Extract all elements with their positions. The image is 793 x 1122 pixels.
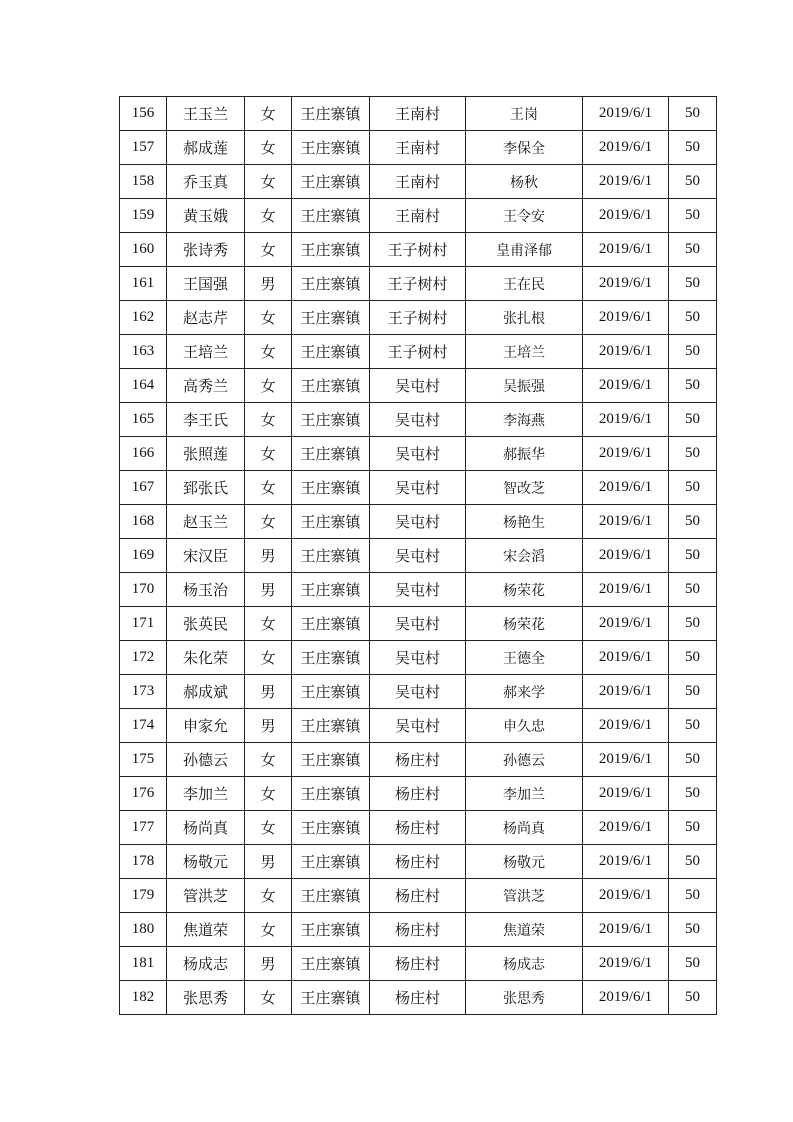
payee-cell: 杨荣花 [466,607,583,641]
date-cell: 2019/6/1 [583,165,669,199]
gender-cell: 男 [245,573,292,607]
amount-cell: 50 [669,437,717,471]
row-number-cell: 180 [120,913,167,947]
town-cell: 王庄寨镇 [292,199,370,233]
row-number-cell: 169 [120,539,167,573]
town-cell: 王庄寨镇 [292,811,370,845]
village-cell: 吴屯村 [370,403,466,437]
village-cell: 吴屯村 [370,709,466,743]
town-cell: 王庄寨镇 [292,471,370,505]
date-cell: 2019/6/1 [583,233,669,267]
payee-cell: 焦道荣 [466,913,583,947]
town-cell: 王庄寨镇 [292,845,370,879]
village-cell: 杨庄村 [370,981,466,1015]
gender-cell: 女 [245,199,292,233]
village-cell: 吴屯村 [370,607,466,641]
name-cell: 高秀兰 [167,369,245,403]
town-cell: 王庄寨镇 [292,947,370,981]
name-cell: 赵志芹 [167,301,245,335]
amount-cell: 50 [669,301,717,335]
payee-cell: 李加兰 [466,777,583,811]
payee-cell: 孙德云 [466,743,583,777]
row-number-cell: 182 [120,981,167,1015]
date-cell: 2019/6/1 [583,709,669,743]
table-row [120,539,717,573]
payee-cell: 杨秋 [466,165,583,199]
name-cell: 黄玉娥 [167,199,245,233]
gender-cell: 女 [245,505,292,539]
village-cell: 杨庄村 [370,811,466,845]
name-cell: 杨成志 [167,947,245,981]
village-cell: 杨庄村 [370,845,466,879]
amount-cell: 50 [669,403,717,437]
town-cell: 王庄寨镇 [292,131,370,165]
village-cell: 吴屯村 [370,505,466,539]
village-cell: 吴屯村 [370,539,466,573]
date-cell: 2019/6/1 [583,777,669,811]
village-cell: 吴屯村 [370,573,466,607]
town-cell: 王庄寨镇 [292,879,370,913]
village-cell: 王子树村 [370,335,466,369]
table-row [120,811,717,845]
row-number-cell: 156 [120,97,167,131]
row-number-cell: 173 [120,675,167,709]
table-row [120,879,717,913]
date-cell: 2019/6/1 [583,403,669,437]
table-row [120,913,717,947]
town-cell: 王庄寨镇 [292,675,370,709]
gender-cell: 女 [245,743,292,777]
table-row [120,403,717,437]
village-cell: 王子树村 [370,267,466,301]
name-cell: 张英民 [167,607,245,641]
amount-cell: 50 [669,811,717,845]
name-cell: 焦道荣 [167,913,245,947]
date-cell: 2019/6/1 [583,471,669,505]
amount-cell: 50 [669,131,717,165]
amount-cell: 50 [669,607,717,641]
row-number-cell: 165 [120,403,167,437]
town-cell: 王庄寨镇 [292,641,370,675]
amount-cell: 50 [669,165,717,199]
table-row [120,233,717,267]
gender-cell: 女 [245,165,292,199]
payee-cell: 管洪芝 [466,879,583,913]
amount-cell: 50 [669,743,717,777]
village-cell: 吴屯村 [370,675,466,709]
payee-cell: 张思秀 [466,981,583,1015]
payee-cell: 郝振华 [466,437,583,471]
date-cell: 2019/6/1 [583,539,669,573]
date-cell: 2019/6/1 [583,743,669,777]
payee-cell: 王德全 [466,641,583,675]
row-number-cell: 160 [120,233,167,267]
gender-cell: 女 [245,233,292,267]
table-row [120,437,717,471]
name-cell: 郝成莲 [167,131,245,165]
amount-cell: 50 [669,97,717,131]
amount-cell: 50 [669,471,717,505]
amount-cell: 50 [669,879,717,913]
town-cell: 王庄寨镇 [292,539,370,573]
row-number-cell: 164 [120,369,167,403]
date-cell: 2019/6/1 [583,437,669,471]
payee-cell: 李海燕 [466,403,583,437]
row-number-cell: 176 [120,777,167,811]
gender-cell: 男 [245,267,292,301]
village-cell: 王南村 [370,199,466,233]
gender-cell: 女 [245,403,292,437]
row-number-cell: 178 [120,845,167,879]
row-number-cell: 179 [120,879,167,913]
name-cell: 王培兰 [167,335,245,369]
payee-cell: 宋会滔 [466,539,583,573]
date-cell: 2019/6/1 [583,267,669,301]
gender-cell: 女 [245,777,292,811]
name-cell: 乔玉真 [167,165,245,199]
date-cell: 2019/6/1 [583,505,669,539]
table-row [120,97,717,131]
payee-cell: 杨荣花 [466,573,583,607]
amount-cell: 50 [669,913,717,947]
town-cell: 王庄寨镇 [292,267,370,301]
name-cell: 杨玉治 [167,573,245,607]
town-cell: 王庄寨镇 [292,403,370,437]
village-cell: 吴屯村 [370,369,466,403]
name-cell: 孙德云 [167,743,245,777]
village-cell: 杨庄村 [370,777,466,811]
table-row [120,267,717,301]
name-cell: 张照莲 [167,437,245,471]
village-cell: 王南村 [370,131,466,165]
name-cell: 赵玉兰 [167,505,245,539]
table-row [120,743,717,777]
payee-cell: 杨成志 [466,947,583,981]
town-cell: 王庄寨镇 [292,97,370,131]
name-cell: 张诗秀 [167,233,245,267]
date-cell: 2019/6/1 [583,199,669,233]
name-cell: 李王氏 [167,403,245,437]
row-number-cell: 172 [120,641,167,675]
gender-cell: 男 [245,709,292,743]
gender-cell: 女 [245,131,292,165]
table-row [120,709,717,743]
row-number-cell: 162 [120,301,167,335]
name-cell: 张思秀 [167,981,245,1015]
village-cell: 王子树村 [370,233,466,267]
payee-cell: 王岗 [466,97,583,131]
amount-cell: 50 [669,369,717,403]
name-cell: 郅张氏 [167,471,245,505]
gender-cell: 男 [245,539,292,573]
town-cell: 王庄寨镇 [292,743,370,777]
amount-cell: 50 [669,539,717,573]
date-cell: 2019/6/1 [583,845,669,879]
town-cell: 王庄寨镇 [292,777,370,811]
payee-cell: 吴振强 [466,369,583,403]
name-cell: 郝成斌 [167,675,245,709]
table-row [120,369,717,403]
village-cell: 杨庄村 [370,913,466,947]
village-cell: 杨庄村 [370,743,466,777]
date-cell: 2019/6/1 [583,947,669,981]
row-number-cell: 170 [120,573,167,607]
date-cell: 2019/6/1 [583,97,669,131]
row-number-cell: 166 [120,437,167,471]
name-cell: 李加兰 [167,777,245,811]
amount-cell: 50 [669,981,717,1015]
name-cell: 王玉兰 [167,97,245,131]
table-row [120,777,717,811]
name-cell: 朱化荣 [167,641,245,675]
gender-cell: 女 [245,607,292,641]
name-cell: 管洪芝 [167,879,245,913]
amount-cell: 50 [669,233,717,267]
village-cell: 杨庄村 [370,947,466,981]
gender-cell: 女 [245,879,292,913]
table-row [120,471,717,505]
village-cell: 杨庄村 [370,879,466,913]
gender-cell: 女 [245,641,292,675]
payee-cell: 王培兰 [466,335,583,369]
gender-cell: 男 [245,947,292,981]
gender-cell: 女 [245,335,292,369]
row-number-cell: 167 [120,471,167,505]
payee-cell: 杨敬元 [466,845,583,879]
payee-cell: 李保全 [466,131,583,165]
payee-cell: 王令安 [466,199,583,233]
table-row [120,165,717,199]
gender-cell: 女 [245,97,292,131]
table-row [120,199,717,233]
row-number-cell: 158 [120,165,167,199]
town-cell: 王庄寨镇 [292,437,370,471]
town-cell: 王庄寨镇 [292,369,370,403]
village-cell: 吴屯村 [370,437,466,471]
date-cell: 2019/6/1 [583,981,669,1015]
date-cell: 2019/6/1 [583,913,669,947]
date-cell: 2019/6/1 [583,811,669,845]
village-cell: 王南村 [370,97,466,131]
date-cell: 2019/6/1 [583,301,669,335]
amount-cell: 50 [669,505,717,539]
row-number-cell: 161 [120,267,167,301]
table-row [120,947,717,981]
name-cell: 王国强 [167,267,245,301]
amount-cell: 50 [669,199,717,233]
gender-cell: 女 [245,981,292,1015]
row-number-cell: 171 [120,607,167,641]
row-number-cell: 177 [120,811,167,845]
row-number-cell: 159 [120,199,167,233]
payee-cell: 皇甫泽郁 [466,233,583,267]
town-cell: 王庄寨镇 [292,335,370,369]
amount-cell: 50 [669,267,717,301]
name-cell: 申家允 [167,709,245,743]
date-cell: 2019/6/1 [583,879,669,913]
date-cell: 2019/6/1 [583,675,669,709]
town-cell: 王庄寨镇 [292,505,370,539]
amount-cell: 50 [669,335,717,369]
table-row [120,845,717,879]
amount-cell: 50 [669,709,717,743]
gender-cell: 女 [245,471,292,505]
row-number-cell: 163 [120,335,167,369]
gender-cell: 女 [245,811,292,845]
village-cell: 王南村 [370,165,466,199]
table-row [120,301,717,335]
roster-body [120,97,717,1015]
date-cell: 2019/6/1 [583,369,669,403]
amount-cell: 50 [669,777,717,811]
table-row [120,641,717,675]
village-cell: 吴屯村 [370,641,466,675]
amount-cell: 50 [669,845,717,879]
town-cell: 王庄寨镇 [292,709,370,743]
amount-cell: 50 [669,947,717,981]
payee-cell: 杨尚真 [466,811,583,845]
row-number-cell: 174 [120,709,167,743]
gender-cell: 男 [245,845,292,879]
town-cell: 王庄寨镇 [292,301,370,335]
name-cell: 杨敬元 [167,845,245,879]
gender-cell: 女 [245,913,292,947]
roster-table [119,96,717,1015]
village-cell: 王子树村 [370,301,466,335]
table-row [120,981,717,1015]
date-cell: 2019/6/1 [583,573,669,607]
name-cell: 宋汉臣 [167,539,245,573]
payee-cell: 申久忠 [466,709,583,743]
date-cell: 2019/6/1 [583,607,669,641]
town-cell: 王庄寨镇 [292,573,370,607]
amount-cell: 50 [669,675,717,709]
payee-cell: 杨艳生 [466,505,583,539]
gender-cell: 男 [245,675,292,709]
town-cell: 王庄寨镇 [292,165,370,199]
row-number-cell: 175 [120,743,167,777]
payee-cell: 智改芝 [466,471,583,505]
village-cell: 吴屯村 [370,471,466,505]
row-number-cell: 181 [120,947,167,981]
amount-cell: 50 [669,641,717,675]
row-number-cell: 168 [120,505,167,539]
payee-cell: 郝来学 [466,675,583,709]
table-row [120,573,717,607]
gender-cell: 女 [245,301,292,335]
table-row [120,675,717,709]
gender-cell: 女 [245,437,292,471]
table-row [120,335,717,369]
amount-cell: 50 [669,573,717,607]
town-cell: 王庄寨镇 [292,607,370,641]
gender-cell: 女 [245,369,292,403]
name-cell: 杨尚真 [167,811,245,845]
table-row [120,131,717,165]
date-cell: 2019/6/1 [583,131,669,165]
row-number-cell: 157 [120,131,167,165]
date-cell: 2019/6/1 [583,335,669,369]
town-cell: 王庄寨镇 [292,233,370,267]
date-cell: 2019/6/1 [583,641,669,675]
town-cell: 王庄寨镇 [292,913,370,947]
table-row [120,607,717,641]
town-cell: 王庄寨镇 [292,981,370,1015]
payee-cell: 王在民 [466,267,583,301]
payee-cell: 张扎根 [466,301,583,335]
table-row [120,505,717,539]
